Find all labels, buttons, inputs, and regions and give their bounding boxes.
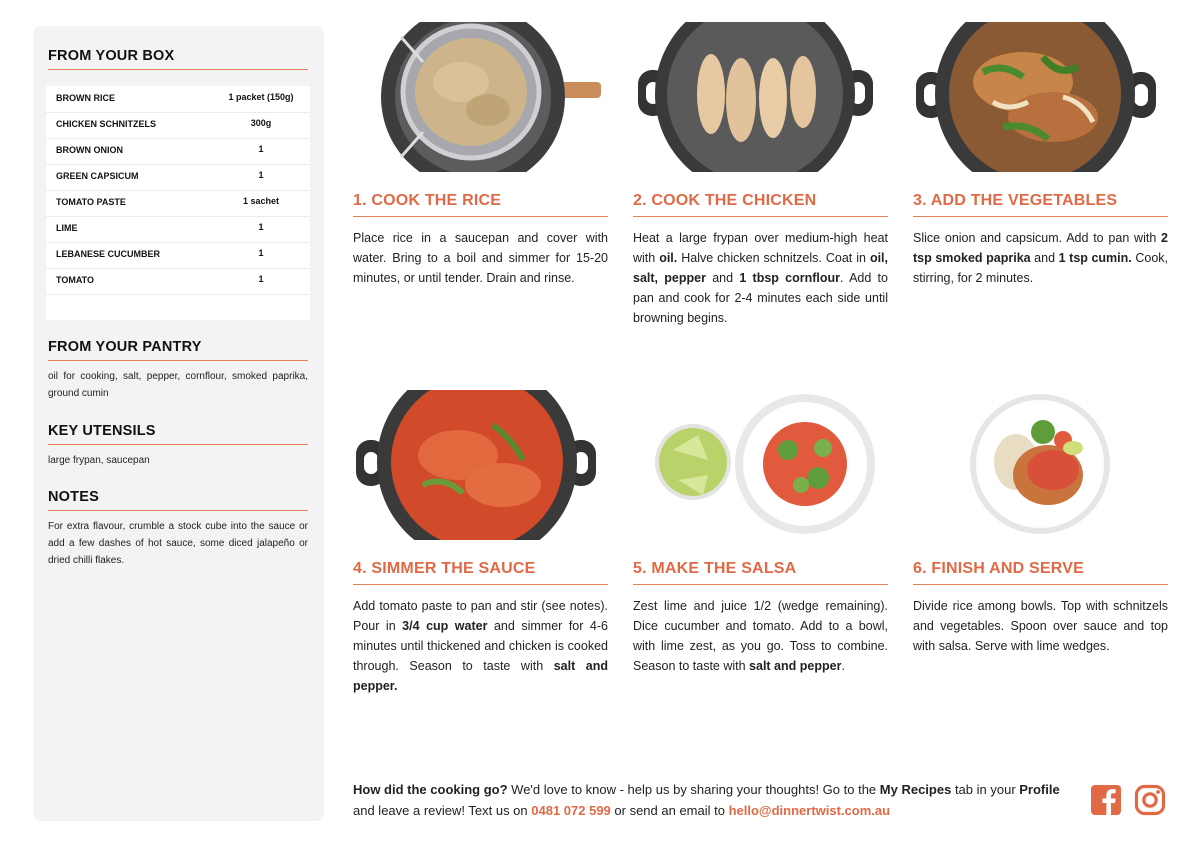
make-salsa-photo: [633, 390, 888, 540]
table-row: [46, 86, 310, 113]
simmer-sauce-photo: [353, 390, 608, 540]
emphasis-text: salt and pepper.: [353, 659, 608, 693]
step-1-title: 1. COOK THE RICE: [353, 192, 608, 217]
body-text: Cook, stirring, for 2 minutes.: [913, 251, 1168, 285]
step-3-instructions: [913, 228, 1168, 288]
table-row: [46, 216, 310, 243]
ingredient-qty: 300g: [250, 118, 272, 128]
step-5-title: 5. MAKE THE SALSA: [633, 560, 888, 585]
body-text: Heat a large frypan over medium-high heat with: [633, 231, 888, 265]
body-text: Place rice in a saucepan and cover with water. Bring to a boil and simmer for 15-20 minutes, or until tender. Drain and rinse.: [353, 231, 608, 285]
body-text: and: [705, 271, 740, 285]
ingredient-qty: 1: [258, 170, 264, 180]
notes-heading: NOTES: [48, 489, 308, 511]
ingredient-qty: 1: [258, 274, 264, 284]
emphasis-text: My Recipes: [879, 782, 952, 797]
body-text: tab in your: [951, 782, 1020, 797]
pantry-text: oil for cooking, salt, pepper, cornflour, smoked paprika, ground cumin: [48, 371, 308, 399]
step-2-title: 2. COOK THE CHICKEN: [633, 192, 888, 217]
ingredient-name: LEBANESE CUCUMBER: [56, 249, 161, 259]
ingredient-qty: 1 sachet: [242, 196, 280, 206]
contact-link[interactable]: 0481 072 599: [531, 803, 611, 818]
body-text: We'd love to know - help us by sharing your thoughts! Go to the: [507, 782, 880, 797]
emphasis-text: Profile: [1019, 782, 1060, 797]
emphasis-text: 3/4 cup water: [402, 619, 488, 633]
body-text: Slice onion and capsicum. Add to pan with: [913, 231, 1162, 245]
body-text: Add tomato paste to pan and stir (see notes). Pour in: [353, 599, 608, 633]
ingredient-qty: 1: [258, 222, 264, 232]
body-text: and simmer for 4-6 minutes until thickened and chicken is cooked through. Season to taste with: [353, 619, 608, 673]
ingredient-qty: 1: [258, 248, 264, 258]
step-4-title: 4. SIMMER THE SAUCE: [353, 560, 608, 585]
table-row: [46, 190, 310, 217]
ingredient-name: LIME: [56, 223, 78, 233]
table-row: [46, 138, 310, 165]
ingredient-qty: 1 packet (150g): [228, 92, 294, 102]
body-text: and leave a review! Text us on: [353, 803, 532, 818]
emphasis-text: salt and pepper: [749, 659, 842, 673]
body-text: Halve chicken schnitzels. Coat in: [677, 251, 870, 265]
box-ingredients-table: [46, 86, 310, 320]
ingredient-name: CHICKEN SCHNITZELS: [56, 119, 157, 129]
step-6-title: 6. FINISH AND SERVE: [913, 560, 1168, 585]
table-row: [46, 112, 310, 139]
ingredient-name: BROWN RICE: [56, 93, 115, 103]
key-utensils-heading: KEY UTENSILS: [48, 423, 308, 445]
emphasis-text: 1 tbsp cornflour: [739, 271, 841, 285]
table-row: [46, 164, 310, 191]
emphasis-text: 2 tsp smoked paprika: [913, 231, 1168, 265]
table-row: [46, 268, 310, 295]
emphasis-text: How did the cooking go?: [353, 782, 508, 797]
feedback-footer: [353, 779, 1083, 821]
body-text: . Add to pan and cook for 2-4 minutes each side until browning begins.: [633, 271, 888, 325]
step-4-instructions: [353, 596, 608, 696]
body-text: .: [841, 659, 845, 673]
step-3-title: 3. ADD THE VEGETABLES: [913, 192, 1168, 217]
emphasis-text: 1 tsp cumin.: [1058, 251, 1132, 265]
from-your-pantry-heading: FROM YOUR PANTRY: [48, 339, 308, 361]
contact-link[interactable]: hello@dinnertwist.com.au: [728, 803, 891, 818]
ingredient-name: BROWN ONION: [56, 145, 123, 155]
cook-chicken-photo: [633, 22, 888, 172]
ingredient-qty: 1: [258, 144, 264, 154]
step-6-instructions: [913, 596, 1168, 656]
add-vegetables-photo: [913, 22, 1168, 172]
ingredient-name: TOMATO: [56, 275, 94, 285]
finish-and-serve-photo: [913, 390, 1168, 540]
emphasis-text: oil.: [659, 251, 678, 265]
utensils-text: large frypan, saucepan: [48, 455, 150, 466]
step-5-instructions: [633, 596, 888, 676]
ingredient-name: GREEN CAPSICUM: [56, 171, 139, 181]
from-your-box-heading: FROM YOUR BOX: [48, 48, 308, 70]
emphasis-text: oil, salt, pepper: [633, 251, 888, 285]
instagram-icon[interactable]: [1134, 784, 1166, 816]
ingredient-name: TOMATO PASTE: [56, 197, 126, 207]
step-1-instructions: [353, 228, 608, 288]
notes-text: For extra flavour, crumble a stock cube into the sauce or add a few dashes of hot sauce, some diced jalapeño or dried chilli flakes.: [48, 521, 308, 566]
table-row: [46, 242, 310, 269]
body-text: Divide rice among bowls. Top with schnitzels and vegetables. Spoon over sauce and top with salsa. Serve with lime wedges.: [913, 599, 1168, 653]
step-2-instructions: [633, 228, 888, 328]
body-text: and: [1030, 251, 1059, 265]
cook-rice-photo: [353, 22, 608, 172]
ingredients-sidebar: [33, 26, 324, 821]
body-text: Zest lime and juice 1/2 (wedge remaining). Dice cucumber and tomato. Add to a bowl, with lime zest, as you go. Toss to combine. Season to taste with: [633, 599, 888, 673]
facebook-icon[interactable]: [1090, 784, 1122, 816]
body-text: or send an email to: [610, 803, 729, 818]
